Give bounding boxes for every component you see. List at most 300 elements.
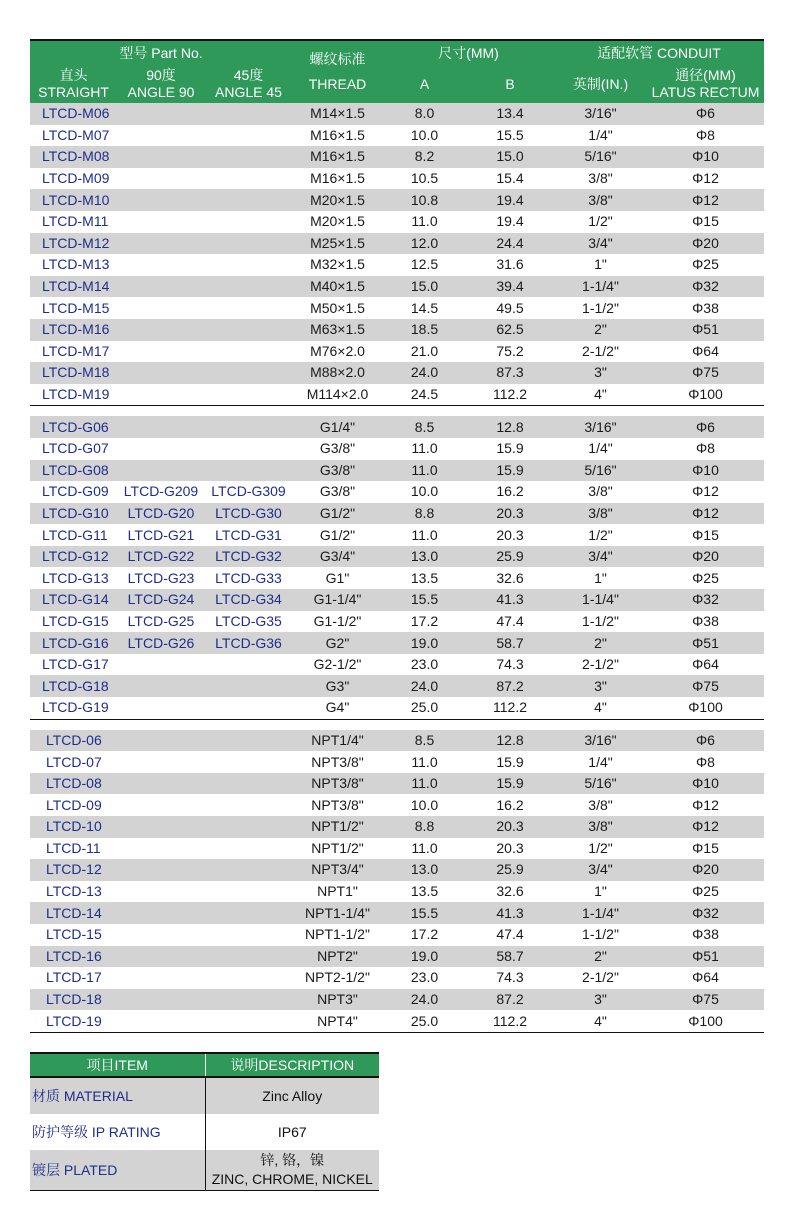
b-cell: 25.9 <box>466 546 554 568</box>
table-row <box>30 859 764 881</box>
thread-cell: NPT1" <box>317 883 358 900</box>
spec-description-line: ZINC, CHROME, NICKEL <box>211 1171 373 1187</box>
a-cell: 17.2 <box>410 612 439 629</box>
straight-part-no: LTCD-07 <box>46 753 102 770</box>
spec-row <box>30 1114 379 1150</box>
straight-part-no: LTCD-G15 <box>42 612 109 629</box>
description-header: 说明DESCRIPTION <box>205 1053 379 1077</box>
angle45-part-no <box>205 946 292 968</box>
thread-cell: M114×2.0 <box>306 386 369 403</box>
b-cell: 25.9 <box>466 859 554 881</box>
a-cell: 17.2 <box>410 926 439 943</box>
a-cell: 24.0 <box>383 675 466 697</box>
bore-cell: Φ64 <box>692 656 719 673</box>
b-cell: 20.3 <box>466 503 554 525</box>
straight-part-no: LTCD-G17 <box>42 656 109 673</box>
b-cell: 20.3 <box>496 526 524 543</box>
spec-description <box>205 1150 379 1191</box>
bore-cell: Φ15 <box>692 213 719 230</box>
straight-part-no: LTCD-G06 <box>30 416 117 438</box>
table-row <box>30 730 764 752</box>
spec-description <box>205 1114 379 1150</box>
inch-cell: 2" <box>554 632 647 654</box>
straight-part-no: LTCD-M10 <box>30 189 117 211</box>
angle90-part-no <box>117 654 205 676</box>
separator-cell <box>30 719 764 730</box>
bore-cell: Φ8 <box>696 126 715 143</box>
thread-cell: M20×1.5 <box>292 189 383 211</box>
inch-header: 英制(IN.) <box>554 65 647 103</box>
b-cell: 19.4 <box>496 213 524 230</box>
a-cell: 8.8 <box>383 816 466 838</box>
straight-part-no: LTCD-G19 <box>42 699 109 716</box>
inch-cell: 4" <box>594 386 607 403</box>
b-cell: 24.4 <box>466 233 554 255</box>
a-cell: 19.0 <box>383 946 466 968</box>
bore-cell: Φ15 <box>692 839 719 856</box>
straight-part-no: LTCD-09 <box>46 796 102 813</box>
b-cell: 15.9 <box>496 440 524 457</box>
straight-part-no: LTCD-G12 <box>30 546 117 568</box>
angle45-part-no <box>205 341 292 363</box>
a-cell: 15.5 <box>383 902 466 924</box>
table-row <box>30 416 764 438</box>
angle45-part-no <box>205 189 292 211</box>
table-row <box>30 773 764 795</box>
thread-cell: NPT3" <box>292 989 383 1011</box>
straight-part-no: LTCD-M07 <box>42 126 110 143</box>
bore-cell: Φ64 <box>692 969 719 986</box>
straight-part-no: LTCD-17 <box>46 969 102 986</box>
spec-item: 镀层 PLATED <box>30 1150 205 1191</box>
straight-part-no: LTCD-12 <box>30 859 117 881</box>
angle90-part-no: LTCD-G22 <box>117 546 205 568</box>
angle90-part-no <box>117 967 205 989</box>
table-row <box>30 1010 764 1032</box>
inch-cell: 3/4" <box>554 546 647 568</box>
spec-description <box>205 1077 379 1114</box>
inch-cell: 3/8" <box>588 170 613 187</box>
table-row <box>30 362 764 384</box>
thread-cell: NPT1-1/4" <box>292 902 383 924</box>
table-row <box>30 524 764 546</box>
straight-part-no: LTCD-M16 <box>30 319 117 341</box>
thread-cell: M76×2.0 <box>310 342 365 359</box>
b-cell: 74.3 <box>496 969 524 986</box>
bore-cell: Φ12 <box>692 796 719 813</box>
angle90-part-no <box>117 697 205 719</box>
angle90-part-no <box>117 460 205 482</box>
angle45-part-no <box>205 924 292 946</box>
thread-cell: G3/4" <box>292 546 383 568</box>
thread-cell: M14×1.5 <box>292 103 383 125</box>
angle45-part-no <box>205 384 292 406</box>
straight-part-no: LTCD-G14 <box>30 589 117 611</box>
straight-header-cn: 直头 <box>59 67 88 83</box>
a-cell: 21.0 <box>410 342 439 359</box>
angle90-part-no <box>117 773 205 795</box>
b-cell: 41.3 <box>466 589 554 611</box>
angle90-part-no <box>117 730 205 752</box>
straight-part-no: LTCD-M19 <box>42 386 110 403</box>
a-cell: 19.0 <box>383 632 466 654</box>
straight-part-no: LTCD-08 <box>30 773 117 795</box>
inch-cell: 1/2" <box>588 526 613 543</box>
table-body <box>30 103 764 1032</box>
angle45-part-no <box>205 989 292 1011</box>
inch-cell: 5/16" <box>554 460 647 482</box>
bore-cell: Φ64 <box>692 342 719 359</box>
table-row <box>30 189 764 211</box>
bore-header-cn: 通径(MM) <box>675 67 736 83</box>
inch-cell: 3/8" <box>554 189 647 211</box>
b-cell: 13.4 <box>466 103 554 125</box>
a-cell: 12.0 <box>383 233 466 255</box>
thread-cell: G3/8" <box>292 460 383 482</box>
straight-header-en: STRAIGHT <box>38 84 109 100</box>
angle90-part-no <box>117 125 205 147</box>
b-cell: 112.2 <box>493 386 527 403</box>
a-cell: 11.0 <box>411 440 438 457</box>
bore-cell: Φ51 <box>647 319 764 341</box>
angle45-part-no <box>205 416 292 438</box>
inch-cell: 3" <box>554 989 647 1011</box>
angle90-part-no <box>117 438 205 460</box>
a-cell: 11.0 <box>411 753 438 770</box>
inch-cell: 1/4" <box>588 126 613 143</box>
b-cell: 41.3 <box>466 902 554 924</box>
angle45-part-no <box>205 146 292 168</box>
thread-cell: G1/4" <box>292 416 383 438</box>
straight-part-no: LTCD-G10 <box>30 503 117 525</box>
table-row <box>30 751 764 773</box>
a-cell: 14.5 <box>410 299 439 316</box>
b-cell: 20.3 <box>466 816 554 838</box>
bore-cell: Φ100 <box>647 1010 764 1032</box>
bore-cell: Φ6 <box>647 416 764 438</box>
inch-cell: 2-1/2" <box>582 342 619 359</box>
b-cell: 15.9 <box>496 753 524 770</box>
b-cell: 47.4 <box>496 926 524 943</box>
straight-part-no: LTCD-M13 <box>42 256 110 273</box>
thread-cell: NPT2-1/2" <box>305 969 370 986</box>
bore-cell: Φ25 <box>692 256 719 273</box>
inch-cell: 3" <box>554 362 647 384</box>
table-row <box>30 654 764 676</box>
angle90-part-no <box>117 946 205 968</box>
table-row <box>30 567 764 589</box>
angle90-part-no <box>117 233 205 255</box>
table-row <box>30 881 764 903</box>
straight-part-no: LTCD-G18 <box>30 675 117 697</box>
spec-item: 防护等级 IP RATING <box>30 1114 205 1150</box>
b-cell: 31.6 <box>496 256 524 273</box>
angle45-part-no <box>205 675 292 697</box>
angle45-part-no: LTCD-G31 <box>215 526 282 543</box>
straight-part-no: LTCD-14 <box>30 902 117 924</box>
inch-cell: 1-1/2" <box>582 926 619 943</box>
bore-cell: Φ32 <box>647 276 764 298</box>
straight-part-no: LTCD-M18 <box>30 362 117 384</box>
b-cell: 15.4 <box>496 170 524 187</box>
thread-cell: NPT1-1/2" <box>305 926 370 943</box>
angle45-part-no <box>205 859 292 881</box>
angle90-part-no <box>117 362 205 384</box>
bore-cell: Φ38 <box>692 299 719 316</box>
table-row <box>30 276 764 298</box>
conduit-header: 适配软管 CONDUIT <box>554 40 764 65</box>
b-cell: 16.2 <box>496 796 524 813</box>
inch-cell: 3" <box>554 675 647 697</box>
a-cell: 11.0 <box>383 773 466 795</box>
angle90-part-no <box>117 276 205 298</box>
b-cell: 75.2 <box>496 342 524 359</box>
angle45-part-no <box>205 125 292 147</box>
thread-cell: G3" <box>292 675 383 697</box>
angle45-part-no: LTCD-G35 <box>215 612 282 629</box>
a-cell: 13.0 <box>383 546 466 568</box>
angle90-part-no <box>117 838 205 860</box>
inch-cell: 3/4" <box>554 233 647 255</box>
straight-part-no: LTCD-11 <box>46 839 101 856</box>
table-row <box>30 168 764 190</box>
a-cell: 25.0 <box>410 699 439 716</box>
table-row <box>30 438 764 460</box>
a-cell: 8.5 <box>383 730 466 752</box>
angle45-part-no <box>205 319 292 341</box>
table-row <box>30 902 764 924</box>
inch-cell: 2" <box>554 319 647 341</box>
b-cell: 112.2 <box>466 1010 554 1032</box>
b-cell: 20.3 <box>496 839 524 856</box>
table-row <box>30 816 764 838</box>
angle90-part-no <box>117 816 205 838</box>
table-row <box>30 794 764 816</box>
a-cell: 23.0 <box>410 969 439 986</box>
table-row <box>30 297 764 319</box>
inch-cell: 5/16" <box>554 146 647 168</box>
straight-part-no: LTCD-M11 <box>42 213 109 230</box>
inch-cell: 1-1/4" <box>554 276 647 298</box>
inch-cell: 3/16" <box>554 416 647 438</box>
thread-cell: G2-1/2" <box>313 656 362 673</box>
a-cell: 10.0 <box>410 796 439 813</box>
angle90-part-no <box>117 103 205 125</box>
thread-header <box>292 40 383 103</box>
straight-part-no: LTCD-M12 <box>30 233 117 255</box>
thread-cell: M16×1.5 <box>310 170 365 187</box>
bore-cell: Φ12 <box>647 816 764 838</box>
spec-item: 材质 MATERIAL <box>30 1077 205 1114</box>
a-cell: 13.5 <box>410 569 439 586</box>
inch-cell: 1" <box>594 883 607 900</box>
angle45-part-no <box>205 773 292 795</box>
thread-header-en: THREAD <box>308 76 367 92</box>
material-spec-table <box>30 1052 379 1191</box>
angle90-part-no: LTCD-G209 <box>123 483 199 500</box>
thread-cell: M50×1.5 <box>310 299 365 316</box>
thread-cell: G3/8" <box>319 483 356 500</box>
angle90-part-no <box>117 146 205 168</box>
b-cell: 12.8 <box>466 730 554 752</box>
a-cell: 11.0 <box>411 526 438 543</box>
angle90-part-no: LTCD-G25 <box>127 612 195 629</box>
a-cell: 10.8 <box>383 189 466 211</box>
angle90-part-no <box>117 924 205 946</box>
bore-cell: Φ12 <box>647 189 764 211</box>
a-cell: 25.0 <box>383 1010 466 1032</box>
spec-row <box>30 1077 379 1114</box>
thread-cell: G1-1/2" <box>313 612 362 629</box>
group-separator <box>30 406 764 417</box>
angle90-part-no: LTCD-G26 <box>117 632 205 654</box>
bore-cell: Φ6 <box>647 730 764 752</box>
inch-cell: 3/8" <box>554 816 647 838</box>
b-cell: 32.6 <box>496 883 524 900</box>
straight-part-no: LTCD-18 <box>30 989 117 1011</box>
angle90-part-no <box>117 416 205 438</box>
a-cell: 8.0 <box>383 103 466 125</box>
straight-part-no: LTCD-M15 <box>42 299 110 316</box>
spec-description-line: Zinc Alloy <box>262 1087 323 1104</box>
angle90-header <box>117 65 205 103</box>
angle45-header-cn: 45度 <box>233 67 264 83</box>
a-cell: 18.5 <box>383 319 466 341</box>
angle90-part-no: LTCD-G24 <box>117 589 205 611</box>
table-row <box>30 384 764 406</box>
angle90-part-no <box>117 341 205 363</box>
angle90-part-no <box>117 319 205 341</box>
table-row <box>30 838 764 860</box>
straight-part-no: LTCD-M06 <box>30 103 117 125</box>
angle90-part-no <box>117 1010 205 1032</box>
bore-cell: Φ38 <box>692 612 719 629</box>
table-row <box>30 546 764 568</box>
angle90-part-no <box>117 881 205 903</box>
b-cell: 15.5 <box>496 126 524 143</box>
b-header: B <box>466 65 554 103</box>
bore-cell: Φ20 <box>647 859 764 881</box>
thread-cell: M32×1.5 <box>310 256 365 273</box>
inch-cell: 1-1/4" <box>554 902 647 924</box>
inch-cell: 5/16" <box>554 773 647 795</box>
angle90-part-no: LTCD-G21 <box>127 526 195 543</box>
bore-cell: Φ75 <box>647 989 764 1011</box>
straight-part-no: LTCD-M09 <box>42 170 110 187</box>
angle90-part-no <box>117 297 205 319</box>
inch-cell: 1-1/2" <box>582 299 619 316</box>
bore-cell: Φ10 <box>647 146 764 168</box>
a-cell: 11.0 <box>411 213 438 230</box>
angle45-part-no <box>205 211 292 233</box>
straight-part-no: LTCD-M17 <box>42 342 110 359</box>
angle45-part-no <box>205 297 292 319</box>
a-cell: 23.0 <box>410 656 439 673</box>
thread-cell: NPT3/8" <box>292 773 383 795</box>
angle45-part-no: LTCD-G34 <box>205 589 292 611</box>
angle45-part-no: LTCD-G30 <box>205 503 292 525</box>
b-cell: 19.4 <box>466 189 554 211</box>
table-row <box>30 967 764 989</box>
table-row <box>30 460 764 482</box>
bore-cell: Φ12 <box>692 170 719 187</box>
bore-cell: Φ32 <box>647 902 764 924</box>
bore-cell: Φ75 <box>647 675 764 697</box>
angle45-part-no <box>205 460 292 482</box>
inch-cell: 1-1/4" <box>554 589 647 611</box>
straight-part-no: LTCD-G11 <box>42 526 108 543</box>
a-cell: 24.0 <box>383 989 466 1011</box>
b-cell: 47.4 <box>496 612 524 629</box>
spec-description-line: IP67 <box>277 1123 307 1140</box>
table-row <box>30 125 764 147</box>
bore-cell: Φ20 <box>647 546 764 568</box>
b-cell: 12.8 <box>466 416 554 438</box>
angle90-part-no <box>117 989 205 1011</box>
angle90-part-no <box>117 751 205 773</box>
thread-cell: NPT2" <box>292 946 383 968</box>
b-cell: 58.7 <box>466 946 554 968</box>
thread-cell: M16×1.5 <box>310 126 365 143</box>
angle45-part-no: LTCD-G33 <box>215 569 282 586</box>
angle45-part-no: LTCD-G32 <box>205 546 292 568</box>
inch-cell: 2-1/2" <box>582 969 619 986</box>
bore-cell: Φ32 <box>647 589 764 611</box>
table-row <box>30 924 764 946</box>
thread-header-cn: 螺纹标准 <box>309 51 366 67</box>
straight-part-no: LTCD-16 <box>30 946 117 968</box>
angle45-header-en: ANGLE 45 <box>215 84 282 100</box>
a-cell: 13.0 <box>383 859 466 881</box>
b-cell: 58.7 <box>466 632 554 654</box>
table-row <box>30 632 764 654</box>
inch-cell: 1/4" <box>588 440 613 457</box>
bore-cell: Φ20 <box>647 233 764 255</box>
inch-cell: 3/16" <box>554 103 647 125</box>
straight-part-no: LTCD-G08 <box>30 460 117 482</box>
angle45-part-no <box>205 654 292 676</box>
bore-cell: Φ6 <box>647 103 764 125</box>
b-cell: 87.2 <box>466 989 554 1011</box>
angle45-part-no <box>205 751 292 773</box>
b-cell: 49.5 <box>496 299 524 316</box>
a-cell: 8.5 <box>383 416 466 438</box>
angle45-part-no <box>205 816 292 838</box>
straight-part-no: LTCD-M14 <box>30 276 117 298</box>
bore-cell: Φ10 <box>647 460 764 482</box>
angle45-part-no <box>205 103 292 125</box>
a-cell: 8.2 <box>383 146 466 168</box>
table-row <box>30 341 764 363</box>
angle45-part-no: LTCD-G36 <box>205 632 292 654</box>
thread-cell: G1-1/4" <box>292 589 383 611</box>
straight-part-no: LTCD-15 <box>46 926 102 943</box>
b-cell: 32.6 <box>496 569 524 586</box>
b-cell: 15.9 <box>466 773 554 795</box>
a-cell: 24.5 <box>410 386 439 403</box>
thread-cell: M88×2.0 <box>292 362 383 384</box>
straight-part-no: LTCD-G13 <box>42 569 109 586</box>
angle45-part-no <box>205 438 292 460</box>
straight-part-no: LTCD-13 <box>46 883 102 900</box>
angle90-header-cn: 90度 <box>146 67 176 83</box>
thread-cell: M16×1.5 <box>292 146 383 168</box>
specification-table <box>30 39 764 1033</box>
angle45-part-no <box>205 254 292 276</box>
thread-cell: G1/2" <box>319 526 356 543</box>
inch-cell: 3/16" <box>554 730 647 752</box>
bore-cell: Φ8 <box>696 753 715 770</box>
